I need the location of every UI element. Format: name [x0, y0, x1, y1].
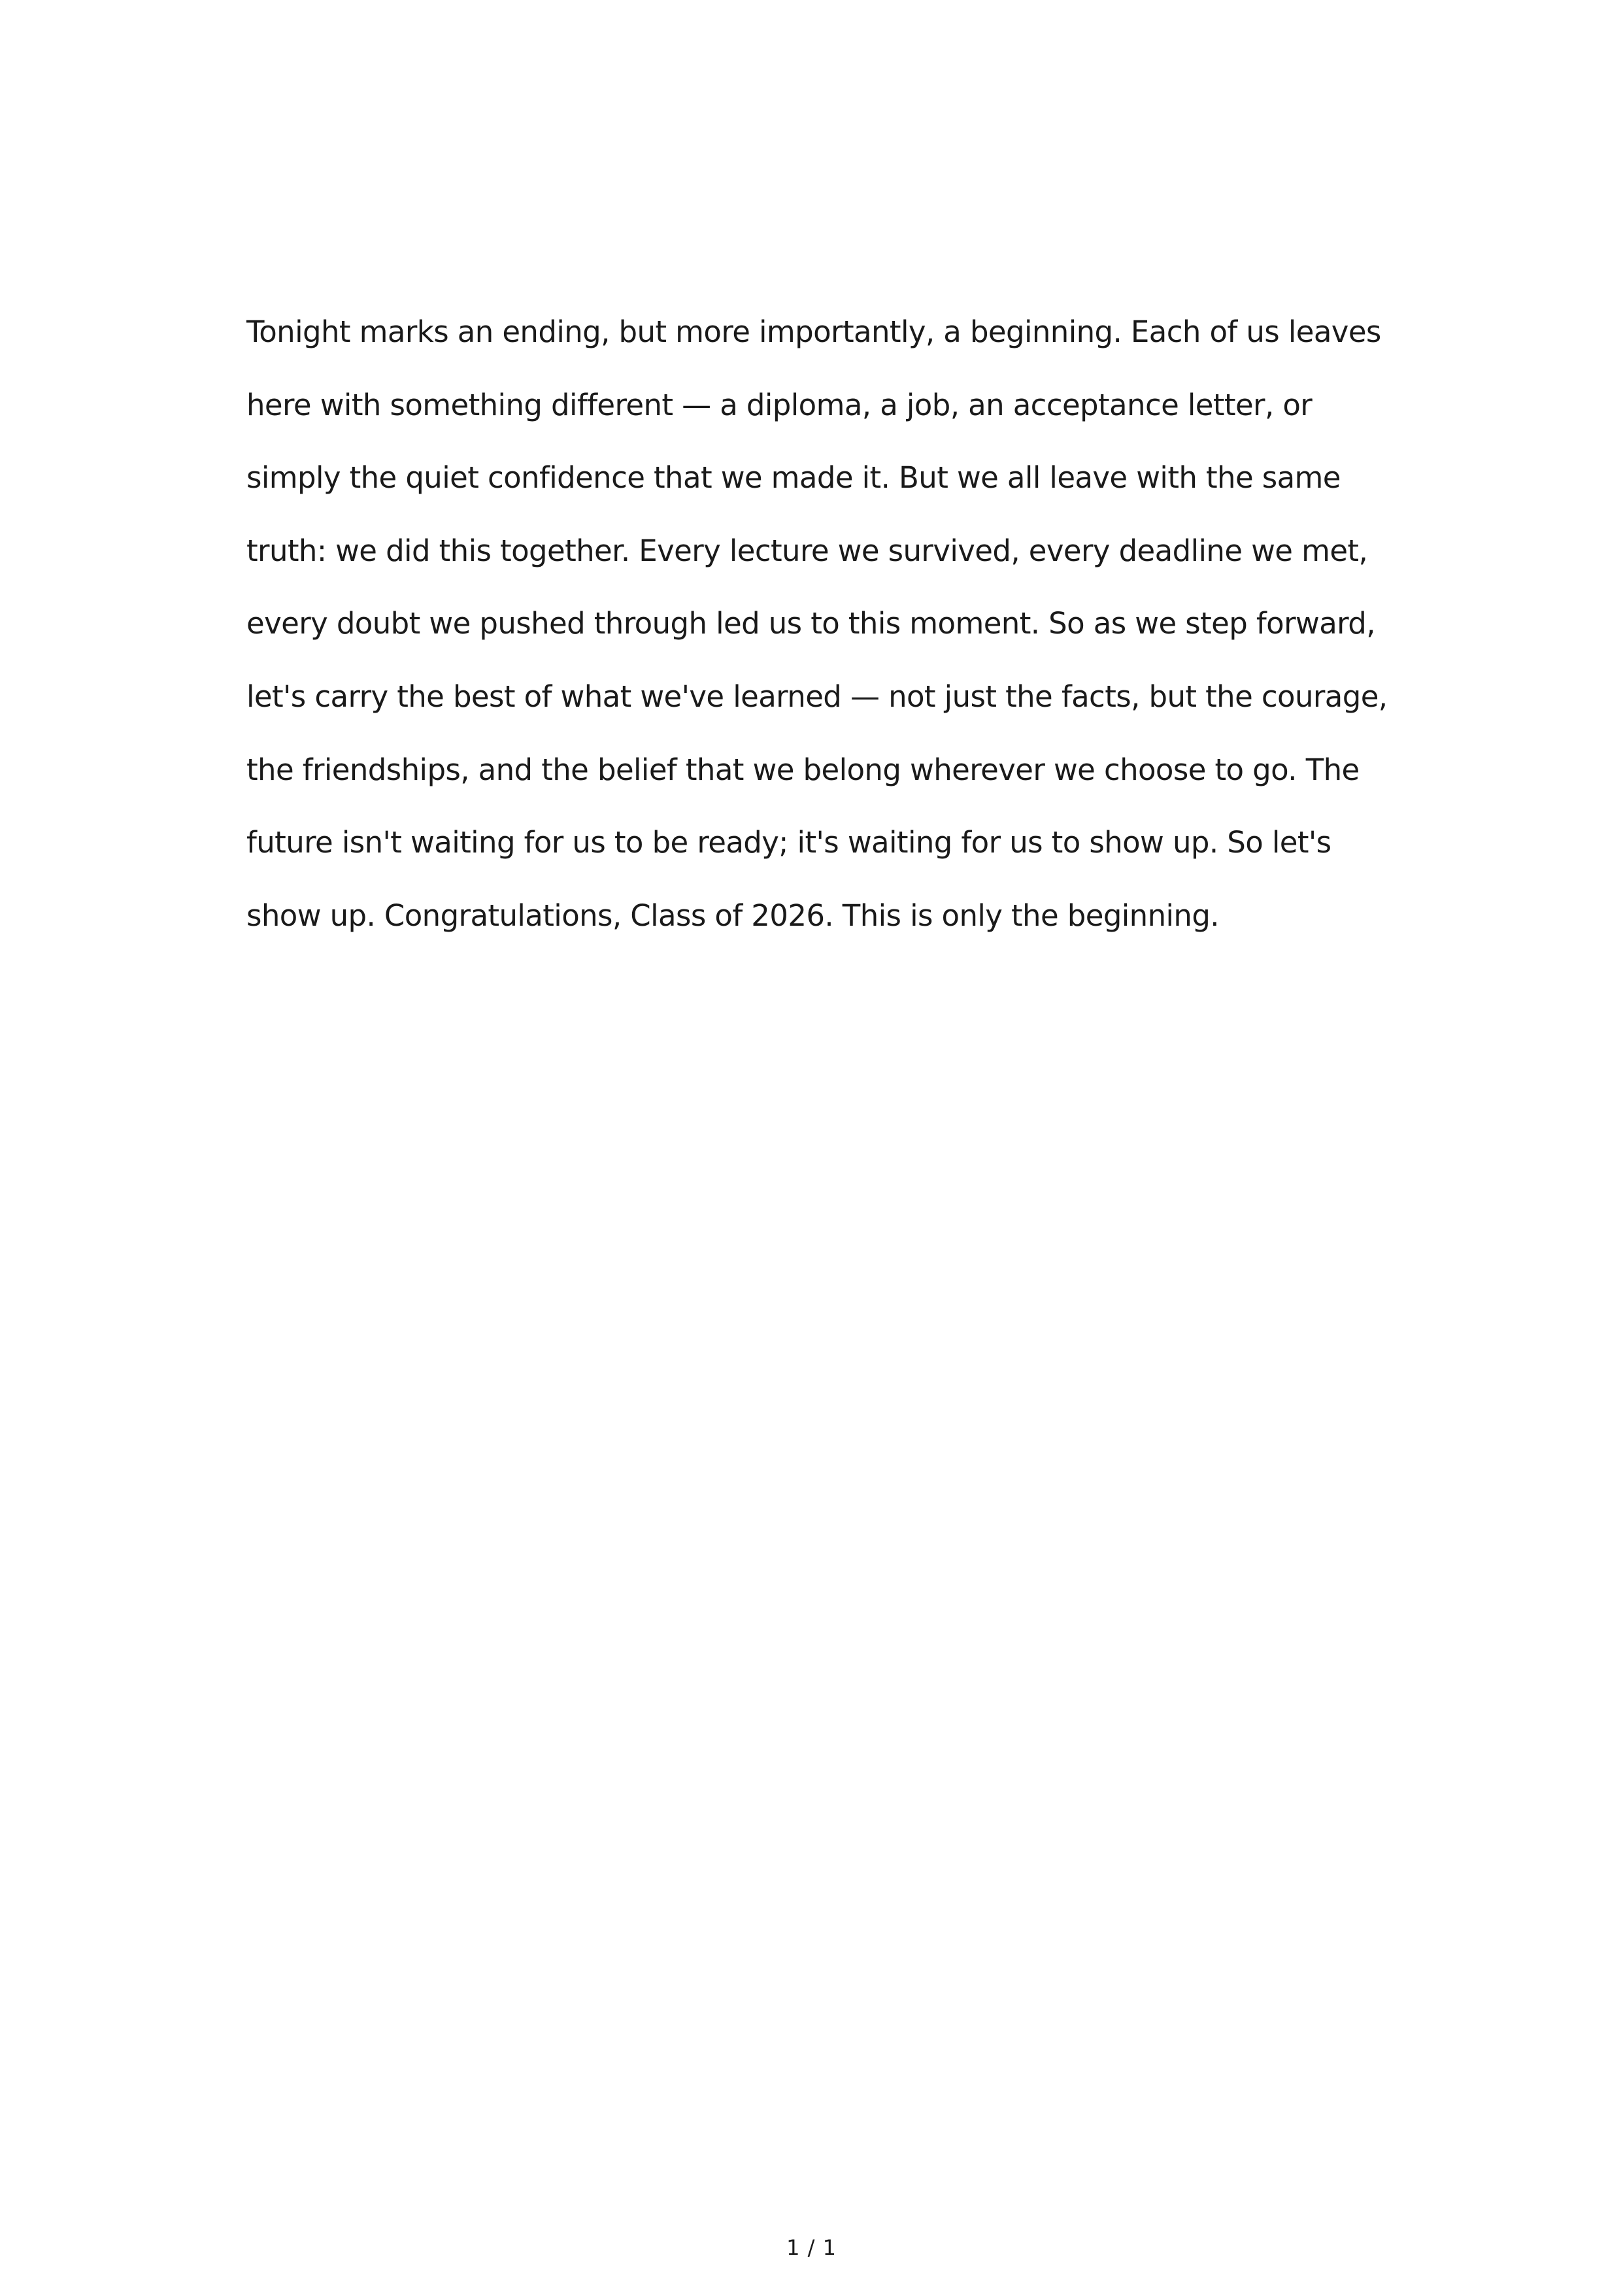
speech-paragraph: Tonight marks an ending, but more importantly, a beginning. Each of us leaves here with something different — a diploma, a job, an acceptance letter, or simply the quiet confidence that we made it. But we all leave with the same truth: we did this together. Every lecture we survived, every deadline we met, every doubt we pushed through led us to this moment. So as we step forward, let's carry the best of what we've learned — not just the facts, but the courage, the friendships, and the belief that we belong wherever we choose to go. The future isn't waiting for us to be ready; it's waiting for us to show up. So let's show up. Congratulations, Class of 2026. This is only the beginning.: [246, 314, 1388, 933]
page-number: 1 / 1: [786, 2235, 837, 2260]
